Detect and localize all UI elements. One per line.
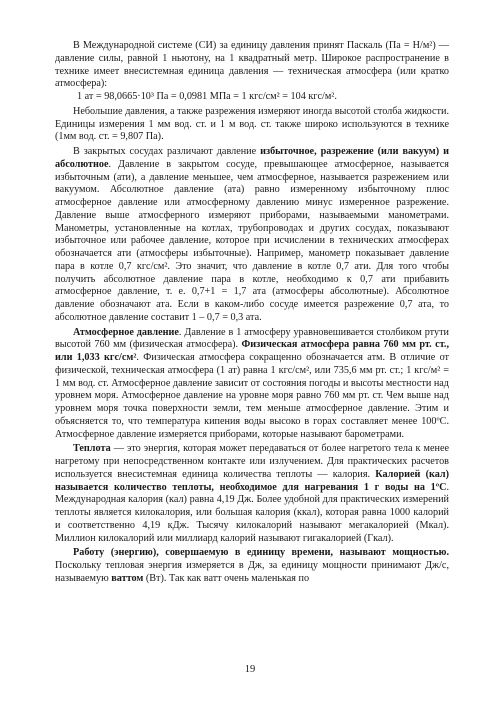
bold-text: Теплота bbox=[73, 443, 111, 455]
paragraph bbox=[55, 327, 449, 442]
text-run: В Международной системе (СИ) за единицу давления принят Паскаль (Па = Н/м²) — давление силы, равной 1 ньютону, на 1 квадратный метр. Широкое распространение в технике имеет внесистемная единица давления — техническая атмосфера (или кратко атмосфера): bbox=[55, 40, 449, 90]
text-run: В закрытых сосудах различают давление bbox=[73, 146, 261, 157]
page-number: 19 bbox=[244, 664, 256, 675]
paragraph bbox=[55, 547, 449, 585]
bold-text: ваттом bbox=[111, 572, 144, 584]
text-run: Поскольку тепловая энергия измеряется в Дж, за единицу мощности принимают Дж/с, называемую bbox=[55, 560, 449, 584]
text-run: Небольшие давления, а также разрежения измеряют иногда высотой столба жидкости. Единицы измерения 1 мм вод. ст. и 1 м вод. ст. также широко используются в технике (1мм вод. ст. = 9,807 Па). bbox=[55, 105, 449, 143]
bold-text: Калорией (кал) называется количество теплоты, необходимое для нагревания 1 г воды на 1ºС bbox=[55, 468, 449, 493]
bold-text: Работу (энергию), совершаемую в единицу времени, называют мощностью. bbox=[73, 547, 449, 559]
paragraph bbox=[55, 146, 449, 325]
text-run: . Физическая атмосфера сокращенно обозначается атм. В отличие от физической, техническая атмосфера (1 ат) равна 1 кгс/см², или 735,6 мм рт. ст.; 1 кгс/м² = 1 мм вод. ст. Атмосферное давление зависит от состояния погоды и высоты местности над уровнем моря. Атмосферное давление на уровне моря равно 760 мм рт. ст. Чем выше над уровнем моря точка поверхности земли, тем меньше атмосферное давление. Этим и объясняется то, что температура кипения воды высоко в горах составляет менее 100ºС. Атмосферное давление измеряется приборами, которые называют барометрами. bbox=[55, 352, 449, 440]
bold-text: Атмосферное давление bbox=[73, 326, 179, 338]
paragraph bbox=[55, 40, 449, 91]
page-body bbox=[55, 40, 449, 586]
bold-text: избыточное, разрежение (или вакуум) и абсолютное bbox=[55, 146, 449, 170]
bold-text: Физическая атмосфера равна 760 мм рт. ст., или 1,033 кгс/см² bbox=[55, 339, 449, 363]
paragraph bbox=[55, 106, 449, 144]
text-run: (Вт). Так как ватт очень маленькая по bbox=[143, 572, 310, 584]
text-run: . Международная калория (кал) равна 4,19 Дж. Более удобной для практических измерений теплоты является килокалория, или большая калория (ккал), которая равна 1000 калорий и соответственно 4,19 кДж. Тысячу килокалорий называют мегакалорией (Мкал). Миллион килокалорий или миллиард калорий называют гигакалорией (Гкал). bbox=[55, 481, 449, 544]
formula-line bbox=[55, 91, 449, 104]
text-run: . Давление в закрытом сосуде, превышающее атмосферное, называется избыточным (ати), а давление меньшее, чем атмосферное, называется разрежением или вакуумом. Абсолютное давление (ата) равно измеренному избыточному плюс атмосферное давление или атмосферному давлению минус измеренное разрежение. Давление выше атмосферного измеряют приборами, называемыми манометрами. Манометры, установленные на котлах, трубопроводах и других сосудах, показывают избыточное или рабочее давление, которое при исчислении в технических атмосферах обозначается ати (атмосферы избыточные). Например, манометр показывает давление пара в котле 0,7 кгс/см². Это значит, что давление в котле 0,7 ати. Для того чтобы получить абсолютное давление пара в котле, необходимо к 0,7 ати прибавить атмосферное давление, т. е. 0,7+1 = 1,7 ата (атмосферы абсолютные). Абсолютное давление обозначают ата. Если в каком-либо сосуде имеется разрежение 0,7 ата, то абсолютное давление составит 1 – 0,7 = 0,3 ата. bbox=[55, 158, 449, 323]
text-run: — это энергия, которая может передаваться от более нагретого тела к менее нагретому при непосредственном контакте или излучением. Для практических расчетов используется внесистемная единица количества теплоты — калория. bbox=[55, 443, 449, 480]
text-run: . Давление в 1 атмосферу уравновешивается столбиком ртути высотой 760 мм (физическая атмосфера). bbox=[55, 326, 449, 351]
text-run: 1 ат = 98,0665·10³ Па = 0,0981 МПа = 1 кгс/см² = 104 кгс/м². bbox=[77, 91, 337, 102]
paragraph bbox=[55, 443, 449, 545]
